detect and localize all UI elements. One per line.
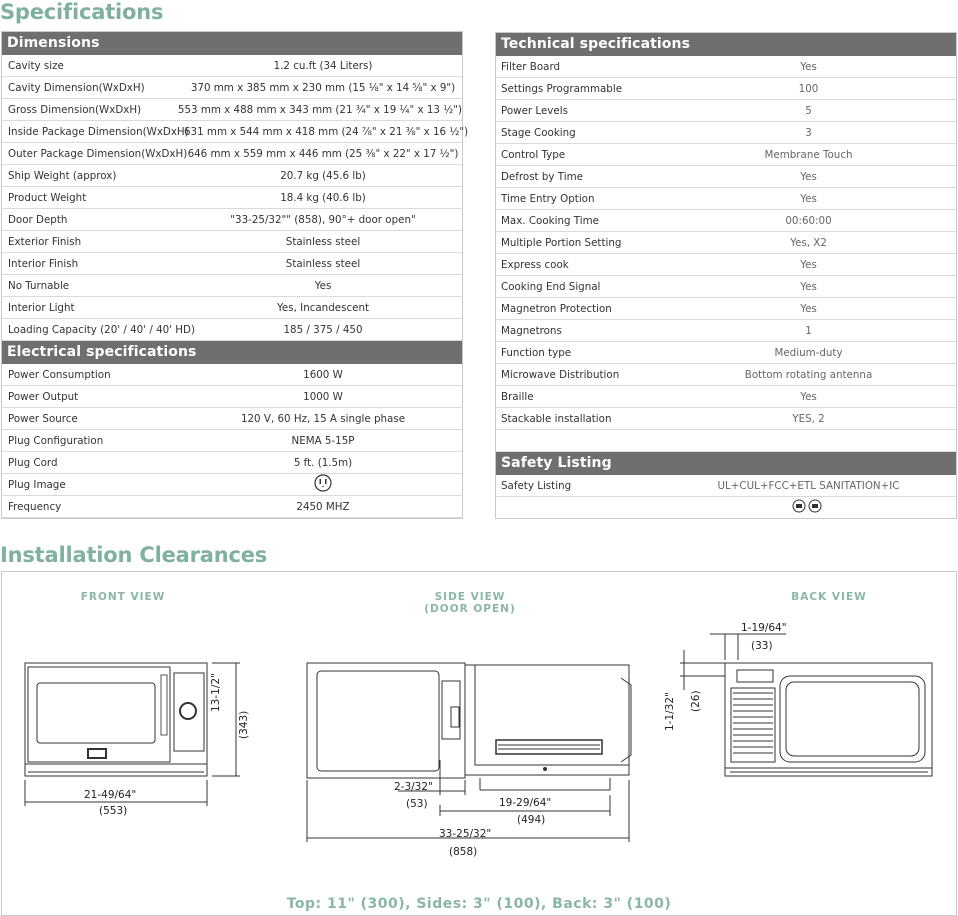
row-value: 120 V, 60 Hz, 15 A single phase (240, 412, 406, 425)
row-label: Gross Dimension(WxDxH) (8, 103, 142, 116)
row-value: Membrane Touch (764, 148, 853, 161)
side-body-mm: (494) (517, 814, 546, 826)
side-total-mm: (858) (449, 846, 478, 858)
row-value: Bottom rotating antenna (744, 368, 873, 381)
row-label: Safety Listing (501, 479, 572, 492)
row-label: Multiple Portion Setting (501, 236, 622, 249)
row-value: Stainless steel (285, 257, 361, 270)
row-value: Medium-duty (774, 346, 843, 359)
side-body-inches: 19-29/64" (499, 797, 552, 809)
row-value: 185 / 375 / 450 (283, 323, 363, 336)
safety-heading: Safety Listing (496, 452, 956, 475)
side-view-label: SIDE VIEW (434, 591, 506, 603)
row-value: Yes (800, 192, 817, 205)
row-value: Yes (800, 390, 817, 403)
row-label: Plug Image (8, 478, 66, 491)
row-label: Loading Capacity (20' / 40' / 40' HD) (8, 323, 195, 336)
row-label: Cavity Dimension(WxDxH) (8, 81, 145, 94)
row-label: Cooking End Signal (501, 280, 601, 293)
row-value: 100 (798, 82, 819, 95)
row-label: Braille (501, 390, 534, 403)
row-label: Control Type (501, 148, 566, 161)
side-total-inches: 33-25/32" (439, 828, 492, 840)
row-label: Express cook (501, 258, 569, 271)
row-label: Interior Light (8, 301, 75, 314)
row-value: 20.7 kg (45.6 lb) (280, 169, 366, 182)
row-value: Yes (800, 280, 817, 293)
row-value: 5 (805, 104, 812, 117)
front-width-inches: 21-49/64" (84, 789, 137, 801)
row-label: Frequency (8, 500, 62, 513)
row-label: Cavity size (8, 59, 64, 72)
installation-title: Installation Clearances (0, 543, 268, 567)
row-label: Plug Cord (8, 456, 58, 469)
row-label: Max. Cooking Time (501, 214, 599, 227)
row-value: 00:60:00 (785, 214, 832, 227)
row-value: Yes (800, 170, 817, 183)
row-label: Microwave Distribution (501, 368, 620, 381)
row-value: 18.4 kg (40.6 lb) (280, 191, 366, 204)
row-value: Yes, X2 (790, 236, 827, 249)
row-value: 3 (805, 126, 812, 139)
row-value: 553 mm x 488 mm x 343 mm (21 ¾" x 19 ¼" x 13 ½") (177, 103, 462, 116)
side-view-sublabel: (DOOR OPEN) (424, 603, 516, 615)
electrical-heading: Electrical specifications (2, 341, 462, 364)
row-value: 2450 MHZ (296, 500, 350, 513)
side-door-inches: 2-3/32" (394, 781, 433, 793)
row-label: Filter Board (501, 60, 561, 73)
row-value: Stainless steel (285, 235, 361, 248)
row-value: 5 ft. (1.5m) (293, 456, 353, 469)
front-view-drawing (25, 663, 240, 806)
row-label: Magnetrons (501, 324, 562, 337)
row-value: 1000 W (303, 390, 343, 403)
row-label: Power Levels (501, 104, 568, 117)
row-label: Defrost by Time (501, 170, 583, 183)
back-side-mm: (26) (690, 690, 702, 712)
row-value: UL+CUL+FCC+ETL SANITATION+IC (717, 479, 900, 492)
front-width-mm: (553) (99, 805, 128, 817)
row-value: 1600 W (303, 368, 343, 381)
front-view-label: FRONT VIEW (80, 591, 166, 603)
row-label: Outer Package Dimension(WxDxH) (8, 147, 188, 160)
row-label: Stage Cooking (501, 126, 576, 139)
row-label: Function type (501, 346, 572, 359)
page-title: Specifications (0, 0, 164, 24)
row-value: NEMA 5-15P (291, 434, 355, 447)
front-height-inches: 13-1/2" (210, 673, 222, 712)
row-value: 1 (805, 324, 812, 337)
back-side-inches: 1-1/32" (664, 692, 676, 731)
row-value: Yes (314, 279, 332, 292)
row-value: Yes (800, 302, 817, 315)
row-label: Time Entry Option (501, 192, 595, 205)
row-value: 370 mm x 385 mm x 230 mm (15 ⅛" x 14 ⅝" x 9") (190, 81, 456, 94)
row-label: Door Depth (8, 213, 68, 226)
row-value: "33-25/32"" (858), 90°+ door open" (230, 213, 416, 226)
row-value: Yes, Incandescent (276, 301, 370, 314)
back-top-inches: 1-19/64" (741, 622, 787, 634)
row-label: Stackable installation (501, 412, 612, 425)
row-label: Exterior Finish (8, 235, 82, 248)
dimensions-heading: Dimensions (2, 32, 462, 55)
row-label: Power Consumption (8, 368, 111, 381)
row-value: Yes (800, 258, 817, 271)
row-value: 631 mm x 544 mm x 418 mm (24 ⅞" x 21 ⅜" x 16 ½") (184, 125, 469, 138)
row-label: Power Output (8, 390, 79, 403)
row-label: Settings Programmable (501, 82, 623, 95)
side-view-drawing (307, 663, 631, 842)
technical-heading: Technical specifications (496, 33, 956, 56)
row-label: Plug Configuration (8, 434, 104, 447)
row-label: Inside Package Dimension(WxDxH) (8, 125, 189, 138)
back-view-drawing (680, 634, 932, 776)
row-value: Yes (800, 60, 817, 73)
row-value: 646 mm x 559 mm x 446 mm (25 ⅜" x 22" x 17 ½") (187, 147, 459, 160)
row-label: Interior Finish (8, 257, 79, 270)
row-label: Power Source (8, 412, 78, 425)
row-label: Ship Weight (approx) (8, 169, 117, 182)
clearances-summary: Top: 11" (300), Sides: 3" (100), Back: 3" (100) (286, 896, 672, 912)
row-value: YES, 2 (792, 412, 825, 425)
back-top-mm: (33) (751, 640, 773, 652)
row-value: 1.2 cu.ft (34 Liters) (273, 59, 373, 72)
row-label: Magnetron Protection (501, 302, 612, 315)
row-label: No Turnable (8, 279, 70, 292)
front-height-mm: (343) (238, 710, 250, 739)
row-label: Product Weight (8, 191, 87, 204)
back-view-label: BACK VIEW (791, 591, 867, 603)
side-door-mm: (53) (406, 798, 428, 810)
